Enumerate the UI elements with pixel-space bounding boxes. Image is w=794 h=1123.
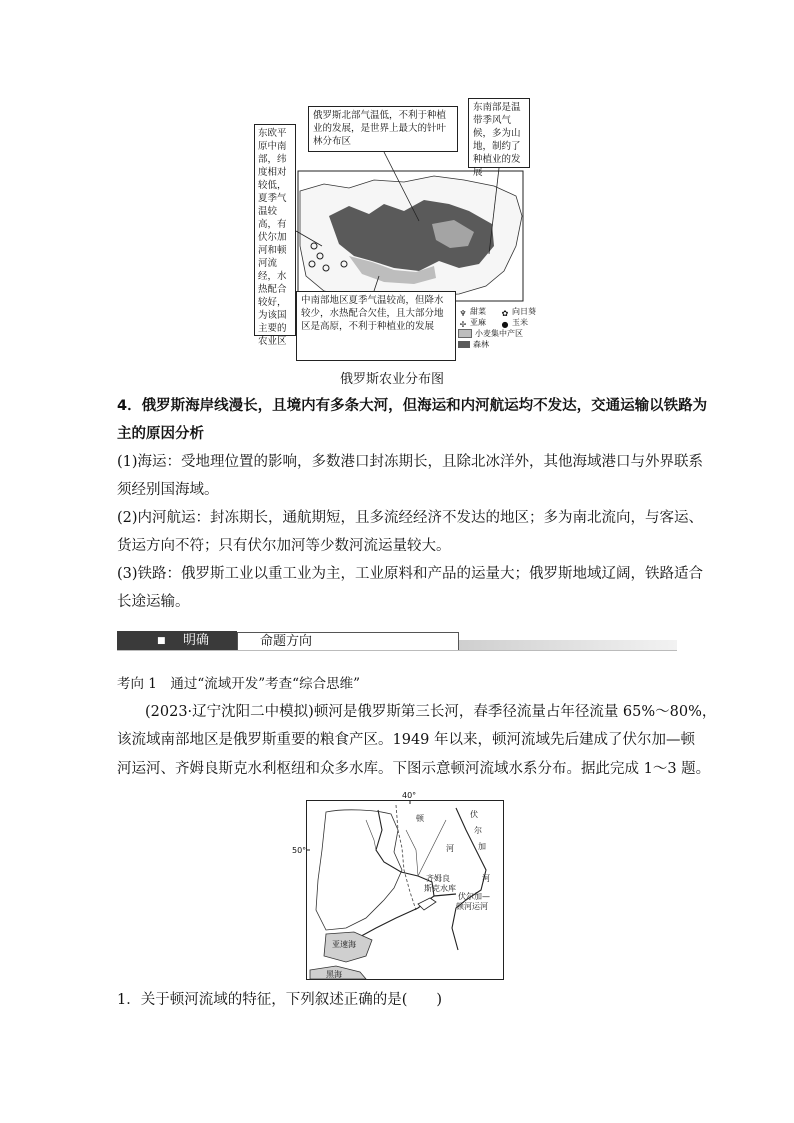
russia-agriculture-map xyxy=(254,96,544,364)
q4-rail-line1: (3)铁路：俄罗斯工业以重工业为主，工业原料和产品的运量大；俄罗斯地域辽阔，铁路适合 xyxy=(117,566,704,582)
legend-wheat: 小麦集中产区 xyxy=(475,329,523,338)
don-label-1: 顿 xyxy=(416,814,424,823)
legend-sunflower: 向日葵 xyxy=(512,307,536,316)
callout-north: 俄罗斯北部气温低，不利于种植业的发展，是世界上最大的针叶林分布区 xyxy=(308,106,458,152)
q4-rail-line2: 长途运输。 xyxy=(117,594,190,610)
callout-east-european-plain: 东欧平原中南部，纬度相对较低，夏季气温较高，有伏尔加河和顿河流经，水热配合较好，为该国主要的农业区 xyxy=(254,124,296,336)
banner-left-label: 明确 xyxy=(183,633,210,648)
callout-southeast: 东南部是温带季风气候，多为山地，制约了种植业的发展 xyxy=(468,98,530,168)
section-banner xyxy=(117,631,677,651)
flax-icon: ✢ xyxy=(459,320,467,329)
intro-line3: 河运河、齐姆良斯克水利枢纽和众多水库。下图示意顿河流域水系分布。据此完成 1～3 题。 xyxy=(117,761,711,777)
don-river-basin-map xyxy=(292,791,504,980)
banner-tab xyxy=(237,632,459,651)
intro-line2: 该流域南部地区是俄罗斯重要的粮食产区。1949 年以来，顿河流域先后建成了伏尔加—顿 xyxy=(117,732,696,748)
q4-title-line2: 主的原因分析 xyxy=(117,426,204,442)
azov-sea-label: 亚速海 xyxy=(332,940,356,949)
q1-text: 1．关于顿河流域的特征，下列叙述正确的是( ) xyxy=(117,992,443,1008)
direction-heading: 考向 1 通过“流域开发”考查“综合思维” xyxy=(117,676,360,692)
q4-sea-line2: 须经别国海域。 xyxy=(117,482,219,498)
lon-40-label: 40° xyxy=(402,791,417,800)
banner-marker: ■ xyxy=(157,636,166,646)
map1-caption: 俄罗斯农业分布图 xyxy=(340,372,445,387)
legend-corn: 玉米 xyxy=(512,318,528,327)
q4-sea-line1: (1)海运：受地理位置的影响，多数港口封冻期长，且除北冰洋外，其他海域港口与外界联系 xyxy=(117,454,704,470)
canal-label-1: 伏尔加— xyxy=(458,892,490,901)
banner-rule xyxy=(117,650,677,651)
volga-label-1: 伏 xyxy=(470,810,478,819)
canal-label-2: 顿河运河 xyxy=(456,902,488,911)
volga-label-3: 加 xyxy=(478,842,486,851)
volga-label-4: 河 xyxy=(482,874,490,883)
banner-right-label: 命题方向 xyxy=(260,634,313,649)
callout-central-south: 中南部地区夏季气温较高，但降水较少，水热配合欠佳，且大部分地区是高原，不利于种植业的发展 xyxy=(296,291,456,361)
volga-label-2: 尔 xyxy=(474,826,482,835)
forest-swatch xyxy=(458,341,470,348)
banner-fade xyxy=(459,640,677,650)
legend-forest: 森林 xyxy=(473,340,489,349)
map1-legend xyxy=(458,306,544,364)
don-label-2: 河 xyxy=(446,844,454,853)
legend-flax: 亚麻 xyxy=(470,318,486,327)
q4-river-line2: 货运方向不符；只有伏尔加河等少数河流运量较大。 xyxy=(117,538,451,554)
beet-icon: ♆ xyxy=(459,309,467,318)
wheat-area-swatch xyxy=(458,329,472,338)
lat-50-label: 50° xyxy=(292,846,307,855)
reservoir-label-2: 斯克水库 xyxy=(424,884,456,893)
reservoir-label-1: 齐姆良 xyxy=(426,874,450,883)
intro-line1: (2023·辽宁沈阳二中模拟)顿河是俄罗斯第三长河，春季径流量占年径流量 65%～80%， xyxy=(145,704,717,720)
sunflower-icon: ✿ xyxy=(501,309,509,318)
corn-icon: ● xyxy=(501,320,509,329)
legend-beet: 甜菜 xyxy=(470,307,486,316)
q4-river-line1: (2)内河航运：封冻期长，通航期短，且多流经经济不发达的地区；多为南北流向，与客运、 xyxy=(117,510,704,526)
banner-left xyxy=(117,631,237,651)
black-sea-label: 黑海 xyxy=(326,970,342,979)
q4-title-line1: 4．俄罗斯海岸线漫长，且境内有多条大河，但海运和内河航运均不发达，交通运输以铁路为 xyxy=(117,398,708,414)
